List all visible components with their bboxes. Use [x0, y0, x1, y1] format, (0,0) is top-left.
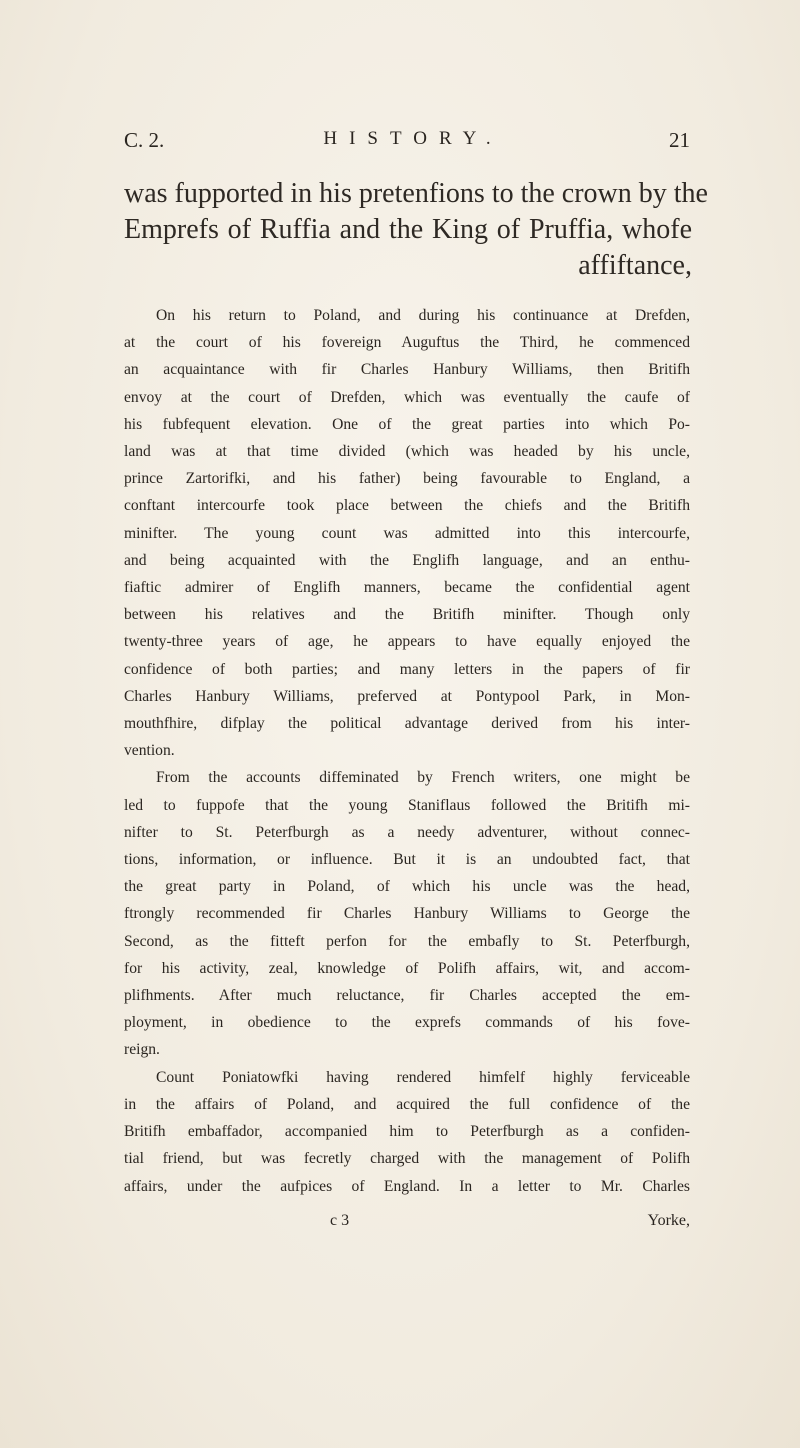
text-line: plifhments. After much reluctance, fir Charles accepted the em- — [124, 987, 690, 1005]
text-line: prince Zartorifki, and his father) being favourable to England, a — [124, 470, 690, 488]
text-line: Charles Hanbury Williams, preferved at Pontypool Park, in Mon- — [124, 687, 690, 705]
page-number: 21 — [669, 128, 690, 152]
text-line: twenty-three years of age, he appears to have equally enjoyed the — [124, 633, 690, 651]
continuation-line: affiftance, — [578, 250, 692, 281]
text-line: fiaftic admirer of Englifh manners, became the confidential agent — [124, 579, 690, 597]
text-line: at the court of his fovereign Auguftus the Third, he commenced — [124, 334, 690, 352]
page-footer — [124, 1212, 690, 1238]
text-line: led to fuppofe that the young Staniflaus followed the Britifh mi- — [124, 796, 690, 814]
text-line: envoy at the court of Drefden, which was eventually the caufe of — [124, 388, 690, 406]
text-line: his fubfequent elevation. One of the great parties into which Po- — [124, 415, 690, 433]
text-line: an acquaintance with fir Charles Hanbury Williams, then Britifh — [124, 361, 690, 379]
chapter-label: C. 2. — [124, 128, 165, 152]
continuation-line: Emprefs of Ruffia and the King of Pruffia, whofe — [124, 214, 692, 245]
text-line: nifter to St. Peterfburgh as a needy adventurer, without connec- — [124, 823, 690, 841]
catchword: Yorke, — [647, 1212, 690, 1229]
text-line: ployment, in obedience to the exprefs commands of his fove- — [124, 1014, 690, 1032]
text-line: vention. — [124, 742, 175, 760]
text-line: confidence of both parties; and many letters in the papers of fir — [124, 660, 690, 678]
running-title: HISTORY. — [323, 128, 503, 149]
text-line: tial friend, but was fecretly charged with the management of Polifh — [124, 1150, 690, 1168]
paragraph — [124, 1064, 690, 1200]
text-line: land was at that time divided (which was headed by his uncle, — [124, 443, 690, 461]
text-line: minifter. The young count was admitted into this intercourfe, — [124, 524, 690, 542]
text-line: From the accounts diffeminated by French writers, one might be — [156, 769, 690, 787]
text-line: conftant intercourfe took place between the chiefs and the Britifh — [124, 497, 690, 515]
text-line: Britifh embaffador, accompanied him to Peterfburgh as a confiden- — [124, 1123, 690, 1141]
body-text — [124, 302, 690, 1200]
text-line: and being acquainted with the Englifh language, and an enthu- — [124, 551, 690, 569]
text-line: affairs, under the aufpices of England. In a letter to Mr. Charles — [124, 1177, 690, 1195]
text-line: Count Poniatowfki having rendered himfelf highly ferviceable — [156, 1068, 690, 1086]
paragraph — [124, 764, 690, 1063]
continuation-text — [124, 176, 708, 284]
text-line: Second, as the fitteft perfon for the embafly to St. Peterfburgh, — [124, 932, 690, 950]
text-line: reign. — [124, 1041, 160, 1059]
text-line: in the affairs of Poland, and acquired the full confidence of the — [124, 1095, 690, 1113]
paragraph — [124, 302, 690, 764]
text-line: On his return to Poland, and during his continuance at Drefden, — [156, 307, 690, 324]
running-header — [124, 128, 690, 154]
text-line: for his activity, zeal, knowledge of Polifh affairs, wit, and accom- — [124, 959, 690, 977]
text-line: tions, information, or influence. But it is an undoubted fact, that — [124, 851, 690, 869]
text-line: mouthfhire, difplay the political advantage derived from his inter- — [124, 715, 690, 733]
text-line: the great party in Poland, of which his uncle was the head, — [124, 878, 690, 896]
text-line: between his relatives and the Britifh minifter. Though only — [124, 606, 690, 624]
text-line: ftrongly recommended fir Charles Hanbury Williams to George the — [124, 905, 690, 923]
signature-mark: c 3 — [330, 1212, 350, 1229]
continuation-line: was fupported in his pretenfions to the crown by the — [124, 178, 708, 209]
